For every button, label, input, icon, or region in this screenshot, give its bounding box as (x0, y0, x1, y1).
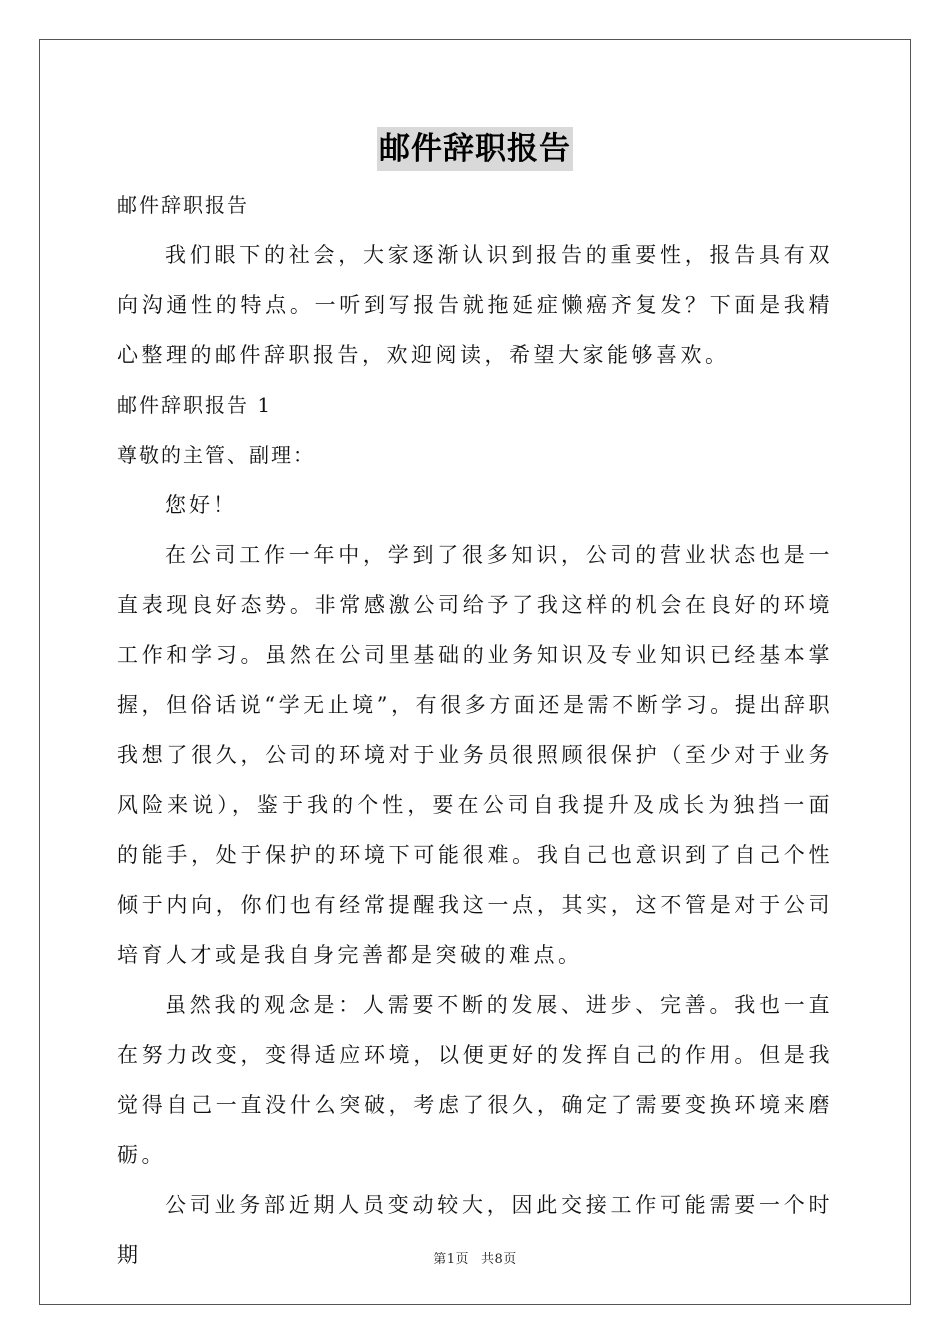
salutation: 尊敬的主管、副理： (117, 443, 315, 467)
title-wrapper (0, 127, 950, 171)
body-paragraph-3: 公司业务部近期人员变动较大，因此交接工作可能需要一个时期 (117, 1193, 833, 1267)
section-heading: 邮件辞职报告 1 (117, 393, 273, 417)
document-body (117, 180, 833, 1280)
document-title: 邮件辞职报告 (377, 127, 573, 171)
intro-paragraph: 我们眼下的社会，大家逐渐认识到报告的重要性，报告具有双向沟通性的特点。一听到写报告就拖延症懒癌齐复发？下面是我精心整理的邮件辞职报告，欢迎阅读，希望大家能够喜欢。 (117, 243, 833, 367)
page-footer (0, 1248, 950, 1267)
greeting: 您好！ (165, 493, 237, 517)
body-paragraph-1: 在公司工作一年中，学到了很多知识，公司的营业状态也是一直表现良好态势。非常感激公司给予了我这样的机会在良好的环境工作和学习。虽然在公司里基础的业务知识及专业知识已经基本掌握，但俗话说“学无止境”，有很多方面还是需不断学习。提出辞职我想了很久，公司的环境对于业务员很照顾很保护（至少对于业务风险来说），鉴于我的个性，要在公司自我提升及成长为独挡一面的能手，处于保护的环境下可能很难。我自己也意识到了自己个性倾于内向，你们也有经常提醒我这一点，其实，这不管是对于公司培育人才或是我自身完善都是突破的难点。 (117, 543, 833, 967)
body-paragraph-2: 虽然我的观念是：人需要不断的发展、进步、完善。我也一直在努力改变，变得适应环境，以便更好的发挥自己的作用。但是我觉得自己一直没什么突破，考虑了很久，确定了需要变换环境来磨砺。 (117, 993, 833, 1167)
page-total: 共8页 (481, 1252, 517, 1267)
document-subtitle: 邮件辞职报告 (117, 193, 249, 217)
page-number: 第1页 (433, 1252, 469, 1267)
